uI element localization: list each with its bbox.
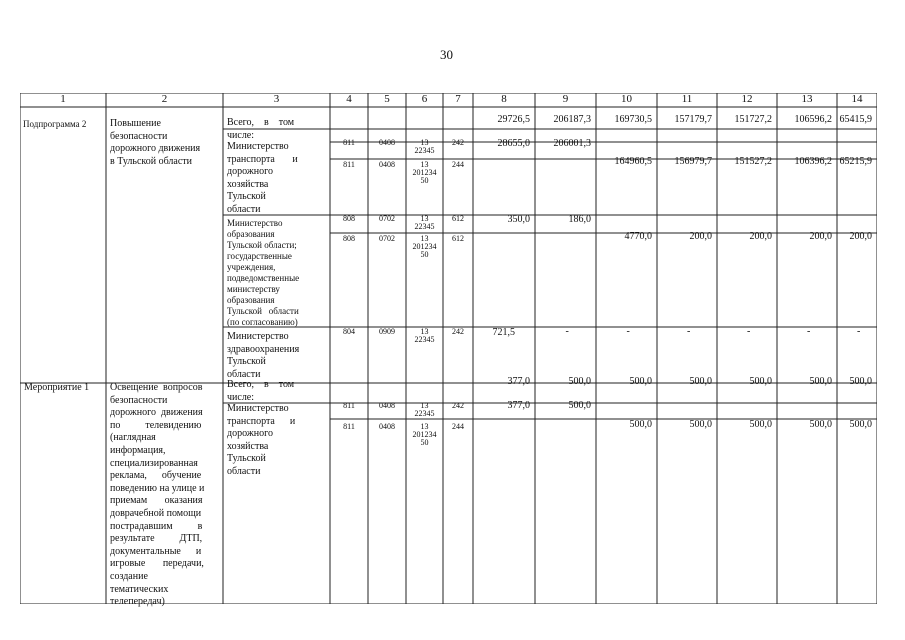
me2-value: 200,0: [689, 231, 712, 242]
subprogram-total-value: 157179,7: [674, 114, 712, 125]
mt2-value: 106396,2: [794, 156, 832, 167]
event-total-value: 500,0: [849, 376, 872, 387]
event-total-value: 500,0: [749, 376, 772, 387]
ministry-transport-label: Министерство транспорта и дорожного хозяйства Тульской области: [227, 141, 298, 215]
column-header: 11: [681, 93, 693, 105]
event-ministry-transport-label: Министерство транспорта и дорожного хозяйства Тульской области: [227, 403, 296, 477]
column-header: 13: [801, 93, 813, 105]
subprogram-total-label: Всего, в том числе:: [227, 117, 295, 141]
me1-c5: 0702: [379, 214, 395, 223]
me2-c5: 0702: [379, 234, 395, 243]
mt2-c7: 244: [452, 160, 464, 169]
mt2-value: 65215,9: [839, 156, 872, 167]
me2-value: 4770,0: [624, 231, 652, 242]
er1-value: 500,0: [568, 400, 591, 411]
er2-c5: 0408: [379, 422, 395, 431]
mt2-value: 156979,7: [674, 156, 712, 167]
subprogram-total-value: 151727,2: [734, 114, 772, 125]
mt2-c6: 13 201234 50: [412, 160, 437, 185]
me2-c6: 13 201234 50: [412, 234, 437, 259]
mt2-value: 164960,5: [614, 156, 652, 167]
mt1-value: 28655,0: [497, 138, 530, 149]
me1-c6: 13 22345: [414, 214, 435, 231]
mt1-value: 206001,3: [553, 138, 591, 149]
column-header: 1: [60, 93, 66, 105]
er1-c6: 13 22345: [414, 401, 435, 418]
me1-value: 186,0: [568, 214, 591, 225]
me2-value: 200,0: [809, 231, 832, 242]
er2-value: 500,0: [749, 419, 772, 430]
column-header: 9: [562, 93, 569, 105]
mt2-c4: 811: [343, 160, 355, 169]
mh-dash: -: [565, 326, 569, 337]
me2-value: 200,0: [849, 231, 872, 242]
event-total-value: 500,0: [809, 376, 832, 387]
event-title: Освещение вопросов безопасности дорожного движения по телевидению (наглядная информация, специализированная реклама, обучение поведению на улице и приемам оказания доврачебной помощи пострадавшим в результате ДТП, документальные и игровые передачи, создание тематических телепередач): [110, 382, 205, 608]
mh-dash: -: [747, 326, 751, 337]
subprogram-total-value: 65415,9: [839, 114, 872, 125]
ministry-education-label: Министерство образования Тульской области; государственные учреждения, подведомственные министерству образования Тульской области (по согласованию): [227, 218, 300, 327]
mt1-c6: 13 22345: [414, 138, 435, 155]
me2-c7: 612: [452, 234, 464, 243]
mh-c4: 804: [343, 327, 355, 336]
subprogram-total-value: 106596,2: [794, 114, 832, 125]
column-header: 8: [501, 93, 507, 105]
me2-c4: 808: [343, 234, 355, 243]
er1-c7: 242: [452, 401, 464, 410]
er2-value: 500,0: [809, 419, 832, 430]
mt1-c5: 0408: [379, 138, 395, 147]
mt2-value: 151527,2: [734, 156, 772, 167]
er2-value: 500,0: [849, 419, 872, 430]
er1-c5: 0408: [379, 401, 395, 410]
er2-value: 500,0: [629, 419, 652, 430]
event-total-value: 500,0: [689, 376, 712, 387]
me1-value: 350,0: [507, 214, 530, 225]
column-header: 14: [851, 93, 863, 105]
subprogram-total-value: 169730,5: [614, 114, 652, 125]
mh-dash: -: [626, 326, 630, 337]
column-header: 2: [161, 93, 168, 105]
event-total-label: Всего, в том числе:: [227, 379, 295, 403]
event-total-value: 377,0: [507, 376, 530, 387]
column-header: 5: [384, 93, 390, 105]
me1-c7: 612: [452, 214, 464, 223]
er2-c6: 13 201234 50: [412, 422, 437, 447]
mt1-c4: 811: [343, 138, 355, 147]
mt2-c5: 0408: [379, 160, 395, 169]
mh-c7: 242: [452, 327, 464, 336]
er2-c4: 811: [343, 422, 355, 431]
er1-value: 377,0: [507, 400, 530, 411]
column-header: 12: [741, 93, 753, 105]
event-total-value: 500,0: [629, 376, 652, 387]
event-total-value: 500,0: [568, 376, 591, 387]
column-header: 10: [621, 93, 632, 105]
mh-c6: 13 22345: [414, 327, 435, 344]
budget-table: [20, 93, 877, 608]
mh-dash: -: [857, 326, 861, 337]
column-header: 3: [273, 93, 280, 105]
mh-dash: -: [807, 326, 811, 337]
subprogram-title: Повышение безопасности дорожного движения в Тульской области: [110, 118, 201, 167]
event-name: Мероприятие 1: [24, 382, 90, 393]
me2-value: 200,0: [749, 231, 772, 242]
me1-c4: 808: [343, 214, 355, 223]
subprogram-name: Подпрограмма 2: [23, 119, 87, 129]
mt1-c7: 242: [452, 138, 464, 147]
er2-c7: 244: [452, 422, 464, 431]
er1-c4: 811: [343, 401, 355, 410]
mh-c5: 0909: [379, 327, 395, 336]
er2-value: 500,0: [689, 419, 712, 430]
subprogram-total-value: 206187,3: [553, 114, 591, 125]
subprogram-total-value: 29726,5: [497, 114, 530, 125]
column-header: 4: [346, 93, 352, 105]
page-number: 30: [440, 47, 453, 62]
mh-dash: -: [687, 326, 691, 337]
column-header: 6: [421, 93, 428, 105]
ministry-health-label: Министерство здравоохранения Тульской области: [227, 331, 300, 380]
mh-value: 721,5: [492, 327, 515, 338]
column-header: 7: [455, 93, 461, 105]
